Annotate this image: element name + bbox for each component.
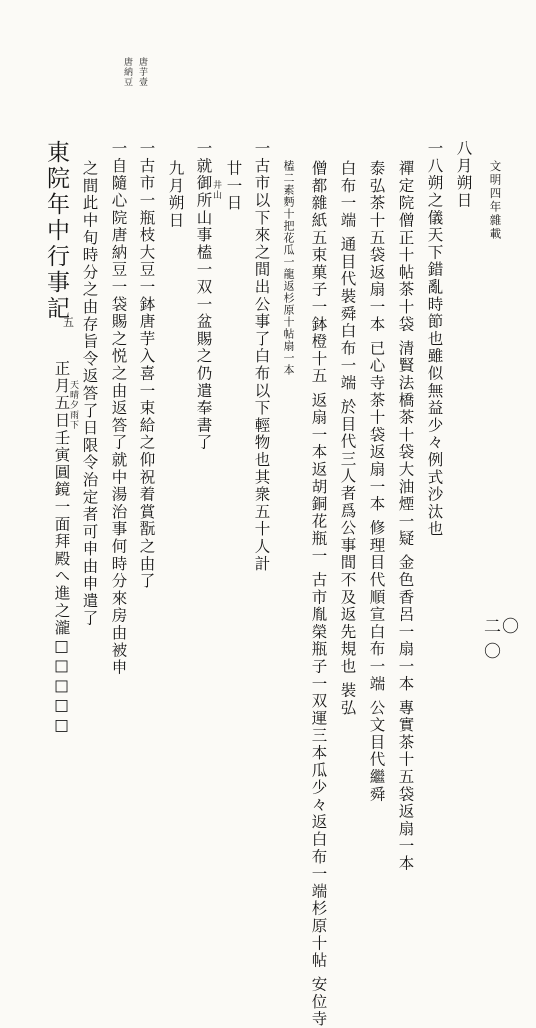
section-title: 東院年中行事記 (43, 140, 69, 322)
text-column-8: 一古市以下來之間出公事了白布以下輕物也其衆五十人計 (252, 140, 271, 573)
top-note-line-2: 唐納豆 (122, 57, 132, 87)
text-column-15: 正月五日壬寅圓鏡一面拜殿へ進之瀧□□□□□ (52, 360, 71, 736)
page-number: 二〇〇 (484, 617, 520, 662)
text-column-10: 一就御所山事榼一双一盆賜之仍遣奉書了 (194, 140, 213, 452)
text-column-7: 榼二素麪十把花瓜一龍返杉原十帖扇一本 (282, 160, 295, 376)
top-note-line-1: 唐芋壹 (137, 57, 147, 87)
text-column-6: 僧都雜紙五束菓子一鉢橙十五 返扇一本返胡銅花瓶一 古市胤榮瓶子一双運三本瓜少々返白布一端杉原十帖 安位寺 (309, 160, 328, 1028)
section-folio: 五 (63, 316, 74, 329)
text-column-13: 一自隨心院唐納豆一袋賜之悦之由返答了就中湯治事何時分來房由被申 (109, 140, 128, 677)
text-column-5: 白布一端 通目代裝舜白布一端 於目代三人者爲公事間不及返先規也 裝弘 (338, 160, 357, 717)
text-column-11: 九月朔日 (166, 160, 185, 230)
text-column-3: 禪定院僧正十帖茶十袋 清賢法橋茶十袋大油煙一疑 金色香呂一扇一本 專實茶十五袋返扇一本 (396, 160, 415, 873)
text-column-9: 廿一日 (224, 160, 243, 212)
running-title: 文明四年雜載 (488, 160, 503, 241)
text-column-12: 一古市一瓶枝大豆一鉢唐芋入喜一束給之仰祝着賞翫之由了 (137, 140, 156, 590)
text-column-4: 泰弘茶十五袋返扇一本 已心寺茶十袋返扇一本 修理目代順宣白布一端 公文目代繼舜 (367, 160, 386, 803)
inline-note-inoyama: 井山 (211, 180, 221, 200)
text-column-14: 之間此中旬時分之由存旨令返答了日限令治定者可申由申遣了 (80, 160, 99, 628)
weather-note: 天晴夕雨下 (68, 380, 78, 430)
text-column-1: 八月朔日 (454, 140, 473, 210)
text-column-2: 一八朔之儀天下錯亂時節也雖似無益少々例式沙汰也 (425, 140, 444, 538)
